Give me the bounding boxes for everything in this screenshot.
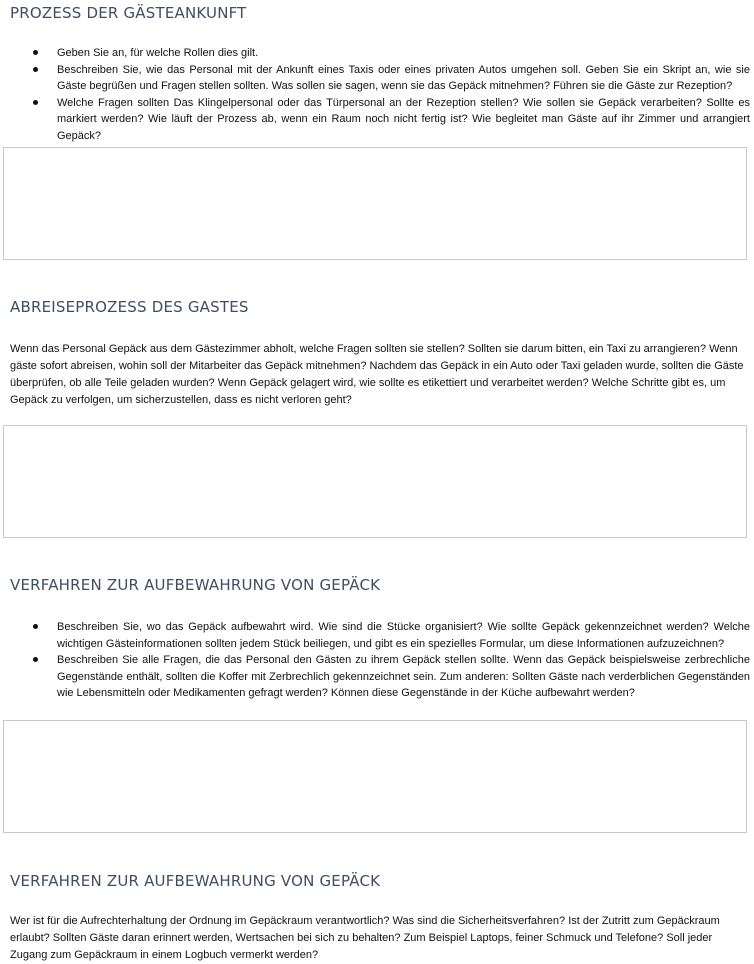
storage-bullet-list	[0, 619, 750, 702]
list-item: Welche Fragen sollten Das Klingelpersonal oder das Türpersonal an der Rezeption stellen? Wie sollen sie Gepäck verarbeiten? Sollte es markiert werden? Wie läuft der Prozess ab, wenn ein Raum noch nicht fertig ist? Wie begleitet man Gäste auf ihr Zimmer und arrangiert Gepäck?	[0, 95, 750, 145]
list-item: Beschreiben Sie alle Fragen, die das Personal den Gästen zu ihrem Gepäck stellen sollte. Wenn das Gepäck beispielsweise zerbrechliche Gegenstände enthält, sollten die Koffer mit Zerbrechlich gekennzeichnet sein. Zum anderen: Sollten Gäste nach verderblichen Gegenständen wie Lebensmitteln oder Medikamenten gefragt werden? Können diese Gegenstände in der Küche aufbewahrt werden?	[0, 652, 750, 702]
list-item: Beschreiben Sie, wo das Gepäck aufbewahrt wird. Wie sind die Stücke organisiert? Wie sollte Gepäck gekennzeichnet werden? Welche wichtigen Gästeinformationen sollten jedem Stück beiliegen, und gibt es ein spezielles Formular, um diese Informationen aufzuzeichnen?	[0, 619, 750, 652]
section-title-arrival: PROZESS DER GÄSTEANKUNFT	[10, 4, 247, 22]
departure-paragraph: Wenn das Personal Gepäck aus dem Gästezimmer abholt, welche Fragen sollten sie stellen? Sollten sie darum bitten, ein Taxi zu arrangieren? Wenn gäste sofort abreisen, wohin soll der Mitarbeiter das Gepäck mitnehmen? Nachdem das Gepäck in ein Auto oder Taxi geladen wurde, sollten die Gäste überprüfen, ob alle Teile geladen wurden? Wenn Gepäck gelagert wird, wie sollte es etikettiert und verarbeitet werden? Welche Schritte gibt es, um Gepäck zu verfolgen, um sicherzustellen, dass es nicht verloren geht?	[10, 343, 744, 406]
departure-answer-box[interactable]	[3, 425, 747, 538]
section-title-luggage-room: VERFAHREN ZUR AUFBEWAHRUNG VON GEPÄCK	[10, 872, 381, 890]
arrival-answer-box[interactable]	[3, 147, 747, 260]
list-item: Beschreiben Sie, wie das Personal mit der Ankunft eines Taxis oder eines privaten Autos umgehen soll. Geben Sie ein Skript an, wie sie Gäste begrüßen und Fragen stellen sollten. Was sollen sie sagen, wenn sie das Gepäck mitnehmen? Führen sie die Gäste zur Rezeption?	[0, 62, 750, 95]
list-item: Geben Sie an, für welche Rollen dies gilt.	[0, 45, 750, 62]
section-title-departure: ABREISEPROZESS DES GASTES	[10, 298, 249, 316]
storage-answer-box[interactable]	[3, 720, 747, 833]
section-title-luggage-storage: VERFAHREN ZUR AUFBEWAHRUNG VON GEPÄCK	[10, 576, 381, 594]
arrival-bullet-list	[0, 45, 750, 144]
luggage-room-paragraph: Wer ist für die Aufrechterhaltung der Ordnung im Gepäckraum verantwortlich? Was sind die Sicherheitsverfahren? Ist der Zutritt zum Gepäckraum erlaubt? Sollten Gäste daran erinnert werden, Wertsachen bei sich zu behalten? Zum Beispiel Laptops, feiner Schmuck und Telefone? Soll jeder Zugang zum Gepäckraum in einem Logbuch vermerkt werden?	[10, 915, 720, 961]
